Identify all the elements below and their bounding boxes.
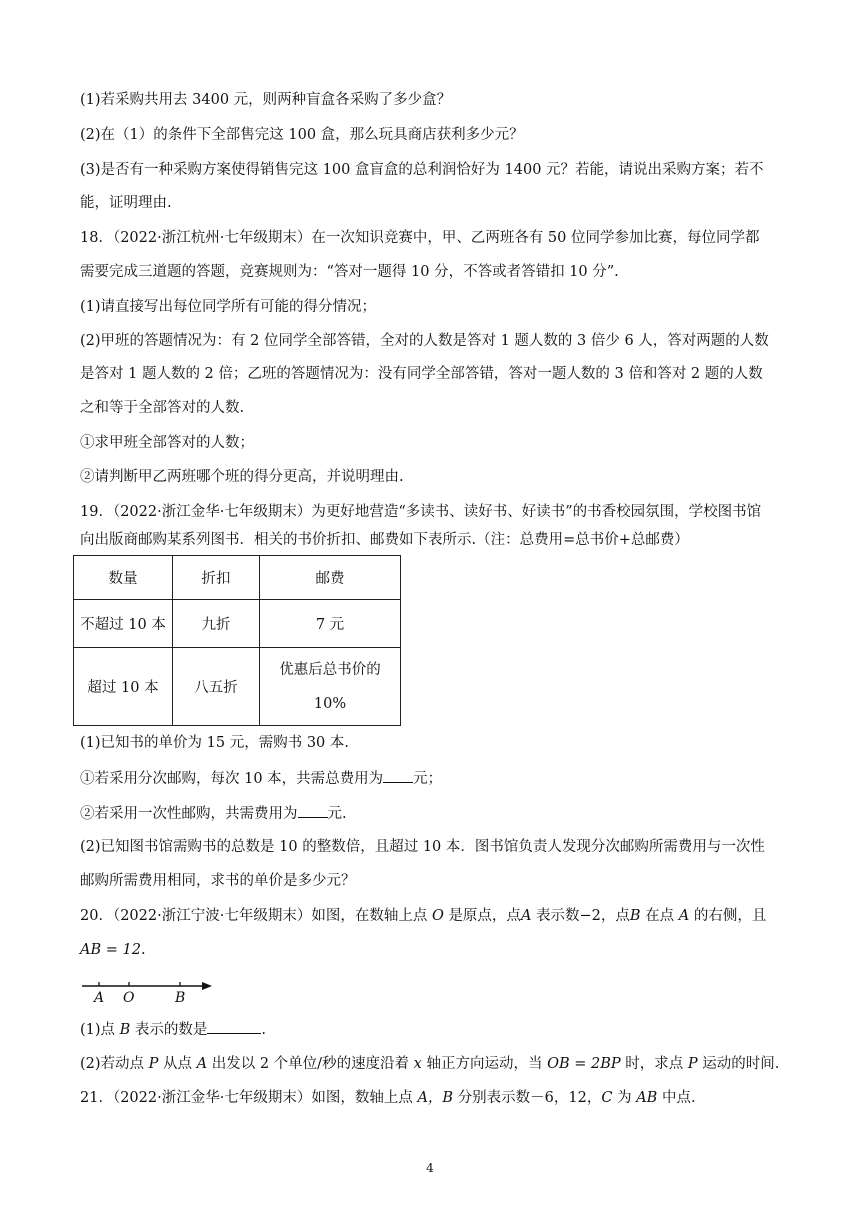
q18-sub1: ①求甲班全部答对的人数； <box>80 435 254 451</box>
q20-text: 出发以 2 个单位/秒的速度沿着 <box>211 1056 410 1072</box>
number-line-figure <box>78 975 218 1005</box>
q20-text: (1)点 <box>80 1022 116 1038</box>
table-cell: 7 元 <box>260 600 401 648</box>
q20-heading-line1 <box>80 906 780 926</box>
answer-blank <box>383 768 413 783</box>
q18-sub2: ②请判断甲乙两班哪个班的得分更高，并说明理由. <box>80 469 404 485</box>
q20-text: 运动的时间. <box>702 1056 780 1072</box>
q18-part2-line2: 是答对 1 题人数的 2 倍；乙班的答题情况为：没有同学全部答错，答对一题人数的 3 倍和答对 2 题的人数 <box>80 366 763 382</box>
math-segment-AB: AB <box>636 1090 658 1106</box>
math-var-C: C <box>601 1090 613 1106</box>
header-cell-quantity: 数量 <box>74 556 173 600</box>
axis-arrow <box>202 982 212 990</box>
q17-part3-line1: (3)是否有一种采购方案使得销售完这 100 盒盲盒的总利润恰好为 1400 元？若能，请说出采购方案；若不 <box>80 162 764 178</box>
q19-heading-line1: 19．（2022·浙江金华·七年级期末）为更好地营造“多读书、读好书、好读书”的书香校园氛围，学校图书馆 <box>80 504 762 520</box>
q18-heading-line2: 需要完成三道题的答题，竞赛规则为：“答对一题得 10 分，不答或者答错扣 10 分”. <box>80 264 619 280</box>
table-cell: 超过 10 本 <box>74 648 173 726</box>
table-cell <box>260 648 401 726</box>
q20-text: 表示数 <box>536 908 580 924</box>
axis-label-B: B <box>175 990 186 1005</box>
fee-table <box>73 555 401 726</box>
axis-label-A: A <box>94 990 105 1005</box>
q20-text: . <box>140 942 146 958</box>
q19-sub1-text: ①若采用分次邮购，每次 10 本，共需总费用为 <box>80 771 384 787</box>
q19-sub2-text: ②若采用一次性邮购，共需费用为 <box>80 806 298 822</box>
page-number: 4 <box>426 1161 434 1175</box>
math-var-B: B <box>119 1022 131 1038</box>
table-cell: 不超过 10 本 <box>74 600 173 648</box>
math-var-A: A <box>678 908 690 924</box>
q21-text: 中点. <box>661 1090 696 1106</box>
q18-part2-line1: (2)甲班的答题情况为：有 2 位同学全部答错，全对的人数是答对 1 题人数的 3 倍少 6 人，答对两题的人数 <box>80 333 769 349</box>
answer-blank <box>207 1019 261 1034</box>
table-row <box>74 600 401 648</box>
q19-sub1 <box>80 768 780 789</box>
math-var-P: P <box>687 1056 698 1072</box>
q18-part2-line3: 之和等于全部答对的人数. <box>80 400 245 416</box>
math-var-AB: A，B <box>417 1090 454 1106</box>
math-equation: OB = 2BP <box>547 1056 621 1072</box>
q19-sub2 <box>80 803 780 824</box>
q20-text: 的右侧，且 <box>693 908 767 924</box>
q20-heading-line2 <box>80 940 780 960</box>
math-equation: AB = 12 <box>80 942 141 958</box>
q20-text: 从点 <box>163 1056 193 1072</box>
math-var-A: A <box>520 908 532 924</box>
math-var-A: A <box>196 1056 208 1072</box>
q20-text: 时，求点 <box>625 1056 684 1072</box>
q19-part2-line2: 邮购所需费用相同，求书的单价是多少元？ <box>80 873 356 889</box>
q21-heading <box>80 1088 780 1108</box>
q20-part2 <box>80 1054 780 1074</box>
q20-text: 是原点，点 <box>448 908 521 924</box>
table-cell: 九折 <box>173 600 260 648</box>
q18-part1: (1)请直接写出每位同学所有可能的得分情况； <box>80 299 377 315</box>
math-var-P: P <box>148 1056 159 1072</box>
table-row <box>74 648 401 726</box>
q20-text: 轴正方向运动，当 <box>426 1056 543 1072</box>
axis-label-O: O <box>123 990 135 1005</box>
answer-blank <box>298 803 328 818</box>
q17-part2: (2)在（1）的条件下全部售完这 100 盒，那么玩具商店获利多少元？ <box>80 127 524 143</box>
math-var-B: B <box>629 908 641 924</box>
q19-part1: (1)已知书的单价为 15 元，需购书 30 本. <box>80 735 349 751</box>
table-cell: 八五折 <box>173 648 260 726</box>
q21-text: 21．（2022·浙江金华·七年级期末）如图，数轴上点 <box>80 1090 413 1106</box>
q17-part3-line2: 能，证明理由. <box>80 195 172 211</box>
q18-heading-line1: 18．（2022·浙江杭州·七年级期末）在一次知识竞赛中，甲、乙两班各有 50 位同学参加比赛，每位同学都 <box>80 230 760 246</box>
q20-part1 <box>80 1019 780 1040</box>
q20-text: 在点 <box>645 908 675 924</box>
postage-text-line1: 优惠后总书价的 <box>279 661 381 678</box>
q19-part2-line1: (2)已知图书馆需购书的总数是 10 的整数倍，且超过 10 本．图书馆负责人发现分次邮购所需费用与一次性 <box>80 839 765 855</box>
postage-text-line2: 10% <box>313 695 347 712</box>
q20-text: 表示的数是 <box>134 1022 208 1038</box>
q17-part1: (1)若采购共用去 3400 元，则两种盲盒各采购了多少盒？ <box>80 92 452 108</box>
q20-text: 20．（2022·浙江宁波·七年级期末）如图，在数轴上点 <box>80 908 428 924</box>
math-number: −2 <box>579 908 601 924</box>
q19-heading-line2: 向出版商邮购某系列图书．相关的书价折扣、邮费如下表所示.（注：总费用=总书价+总邮费） <box>80 532 689 548</box>
q21-text: 为 <box>617 1090 632 1106</box>
q21-text: 分别表示数－6，12， <box>457 1090 602 1106</box>
q20-text: . <box>261 1022 267 1038</box>
header-cell-discount: 折扣 <box>173 556 260 600</box>
header-cell-postage: 邮费 <box>260 556 401 600</box>
table-header-row <box>74 556 401 600</box>
math-var-O: O <box>431 908 444 924</box>
q20-text: (2)若动点 <box>80 1056 145 1072</box>
q19-sub2-unit: 元. <box>327 806 347 822</box>
math-var-x: x <box>413 1056 422 1072</box>
q20-text: ，点 <box>600 908 630 924</box>
q19-sub1-unit: 元； <box>413 771 443 787</box>
